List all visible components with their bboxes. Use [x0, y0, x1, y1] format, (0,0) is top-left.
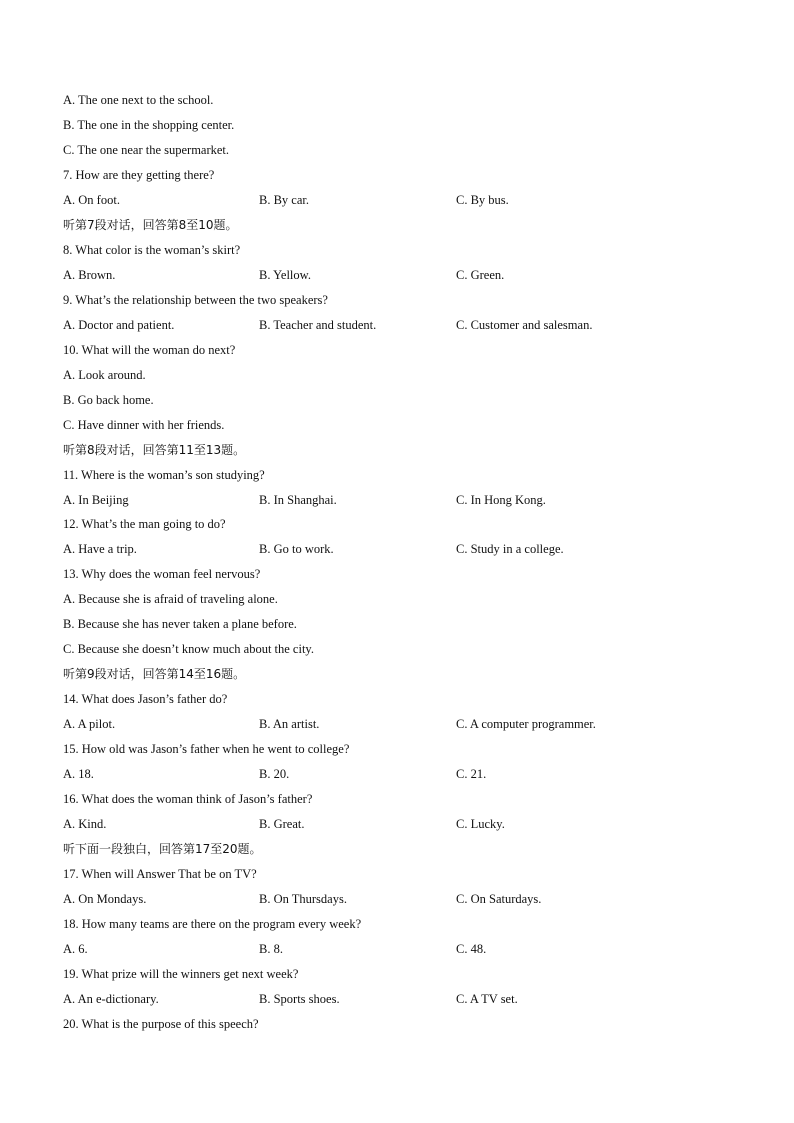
question-line: 10. What will the woman do next? [63, 343, 236, 357]
answer-option: B. Teacher and student. [259, 318, 377, 332]
answer-option: C. Study in a college. [456, 542, 564, 556]
answer-option: A. 6. [63, 942, 88, 956]
answer-option: C. On Saturdays. [456, 892, 542, 906]
question-line: 16. What does the woman think of Jason’s father? [63, 792, 313, 806]
section-instruction: 听第8段对话，回答第11至13题。 [63, 443, 246, 457]
answer-option: A. On Mondays. [63, 892, 147, 906]
answer-option: B. 8. [259, 942, 283, 956]
answer-option: C. Customer and salesman. [456, 318, 593, 332]
answer-option: B. 20. [259, 767, 290, 781]
answer-option: C. Lucky. [456, 817, 505, 831]
answer-option: B. By car. [259, 193, 309, 207]
answer-option: C. Green. [456, 268, 505, 282]
question-line: C. Have dinner with her friends. [63, 418, 225, 432]
question-line: B. The one in the shopping center. [63, 118, 235, 132]
answer-option: C. 21. [456, 767, 487, 781]
section-instruction: 听第7段对话，回答第8至10题。 [63, 218, 238, 232]
answer-option: A. Doctor and patient. [63, 318, 175, 332]
answer-option: C. 48. [456, 942, 487, 956]
answer-option: A. On foot. [63, 193, 120, 207]
question-line: 11. Where is the woman’s son studying? [63, 468, 265, 482]
question-line: 18. How many teams are there on the program every week? [63, 917, 362, 931]
section-instruction: 听第9段对话，回答第14至16题。 [63, 667, 246, 681]
section-instruction: 听下面一段独白，回答第17至20题。 [63, 842, 262, 856]
answer-option: A. An e-dictionary. [63, 992, 159, 1006]
question-line: B. Go back home. [63, 393, 154, 407]
answer-option: B. An artist. [259, 717, 320, 731]
question-line: 9. What’s the relationship between the two speakers? [63, 293, 328, 307]
answer-option: A. A pilot. [63, 717, 116, 731]
answer-option: A. Kind. [63, 817, 107, 831]
answer-option: C. A TV set. [456, 992, 518, 1006]
question-line: 12. What’s the man going to do? [63, 517, 226, 531]
answer-option: A. In Beijing [63, 493, 129, 507]
question-line: A. The one next to the school. [63, 93, 214, 107]
answer-option: B. Go to work. [259, 542, 334, 556]
answer-option: B. Yellow. [259, 268, 311, 282]
answer-option: B. In Shanghai. [259, 493, 337, 507]
question-line: 14. What does Jason’s father do? [63, 692, 228, 706]
question-line: C. The one near the supermarket. [63, 143, 230, 157]
answer-option: A. Have a trip. [63, 542, 137, 556]
question-line: A. Look around. [63, 368, 146, 382]
answer-option: B. Great. [259, 817, 305, 831]
question-line: 19. What prize will the winners get next week? [63, 967, 299, 981]
question-line: 17. When will Answer That be on TV? [63, 867, 257, 881]
question-line: B. Because she has never taken a plane before. [63, 617, 297, 631]
answer-option: A. 18. [63, 767, 94, 781]
question-line: 15. How old was Jason’s father when he went to college? [63, 742, 350, 756]
question-line: C. Because she doesn’t know much about the city. [63, 642, 314, 656]
answer-option: A. Brown. [63, 268, 116, 282]
question-line: 13. Why does the woman feel nervous? [63, 567, 261, 581]
question-line: A. Because she is afraid of traveling alone. [63, 592, 278, 606]
question-line: 20. What is the purpose of this speech? [63, 1017, 259, 1031]
question-line: 8. What color is the woman’s skirt? [63, 243, 241, 257]
question-line: 7. How are they getting there? [63, 168, 215, 182]
answer-option: B. Sports shoes. [259, 992, 340, 1006]
answer-option: B. On Thursdays. [259, 892, 347, 906]
answer-option: C. In Hong Kong. [456, 493, 546, 507]
answer-option: C. A computer programmer. [456, 717, 596, 731]
answer-option: C. By bus. [456, 193, 509, 207]
